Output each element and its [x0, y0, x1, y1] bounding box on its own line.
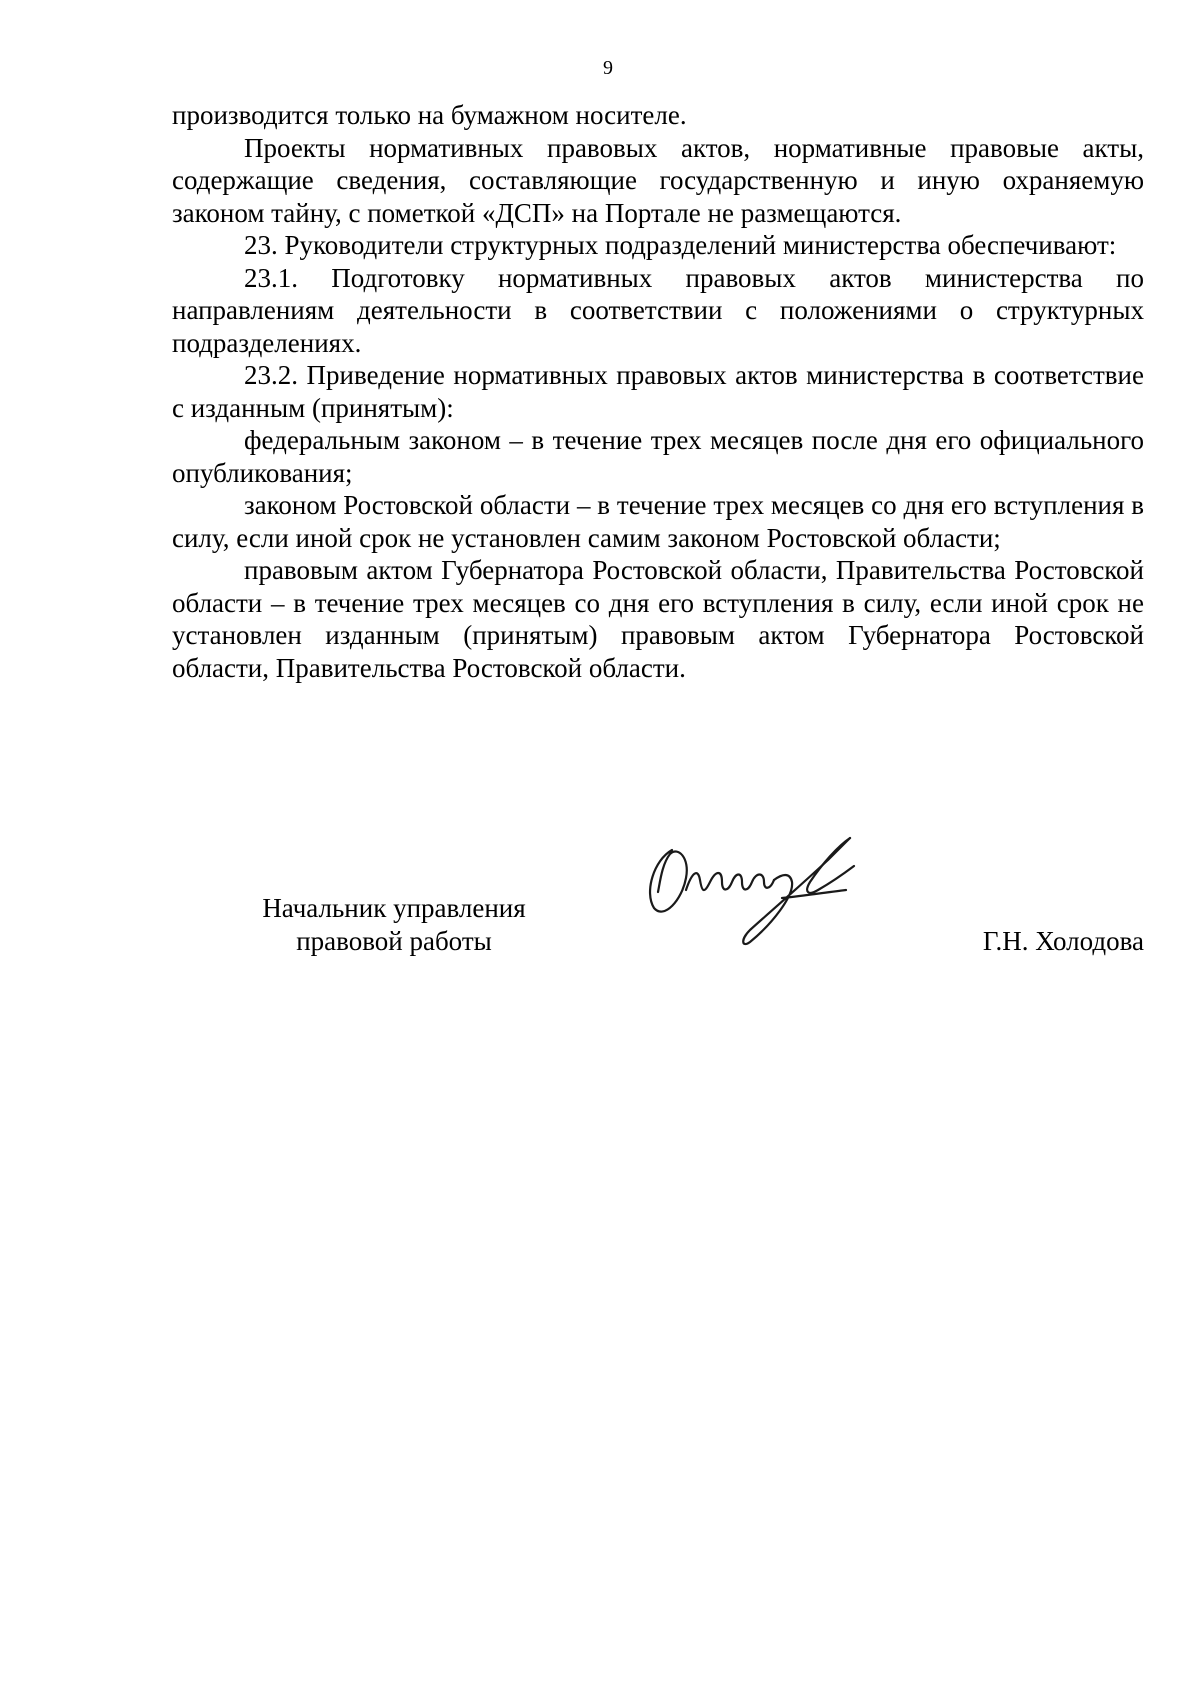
paragraph: Проекты нормативных правовых актов, нормативные правовые акты, содержащие сведения, составляющие государственную и иную охраняемую законом тайну, с пометкой «ДСП» на Портале не размещаются. — [172, 132, 1144, 228]
page-number: 9 — [603, 57, 613, 79]
signer-position-line: правовой работы — [296, 926, 492, 956]
signer-position-line: Начальник управления — [262, 893, 526, 923]
handwritten-signature-icon — [632, 820, 872, 960]
paragraph: производится только на бумажном носителе. — [172, 100, 687, 130]
document-body — [172, 99, 1144, 684]
paragraph: правовым актом Губернатора Ростовской области, Правительства Ростовской области – в течение трех месяцев со дня его вступления в силу, если иной срок не установлен изданным (принятым) правовым актом Губернатора Ростовской области, Правительства Ростовской области. — [172, 555, 1144, 683]
paragraph: 23.2. Приведение нормативных правовых актов министерства в соответствие с изданным (принятым): — [172, 360, 1144, 423]
paragraph: федеральным законом – в течение трех месяцев после дня его официального опубликования; — [172, 425, 1144, 488]
paragraph: 23.1. Подготовку нормативных правовых актов министерства по направлениям деятельности в соответствии с положениями о структурных подразделениях. — [172, 262, 1144, 358]
paragraph: законом Ростовской области – в течение трех месяцев со дня его вступления в силу, если иной срок не установлен самим законом Ростовской области; — [172, 490, 1144, 553]
signature-drawing — [632, 820, 872, 960]
signer-position — [224, 892, 564, 958]
paragraph: 23. Руководители структурных подразделений министерства обеспечивают: — [244, 230, 1117, 260]
signer-name: Г.Н. Холодова — [982, 926, 1144, 956]
